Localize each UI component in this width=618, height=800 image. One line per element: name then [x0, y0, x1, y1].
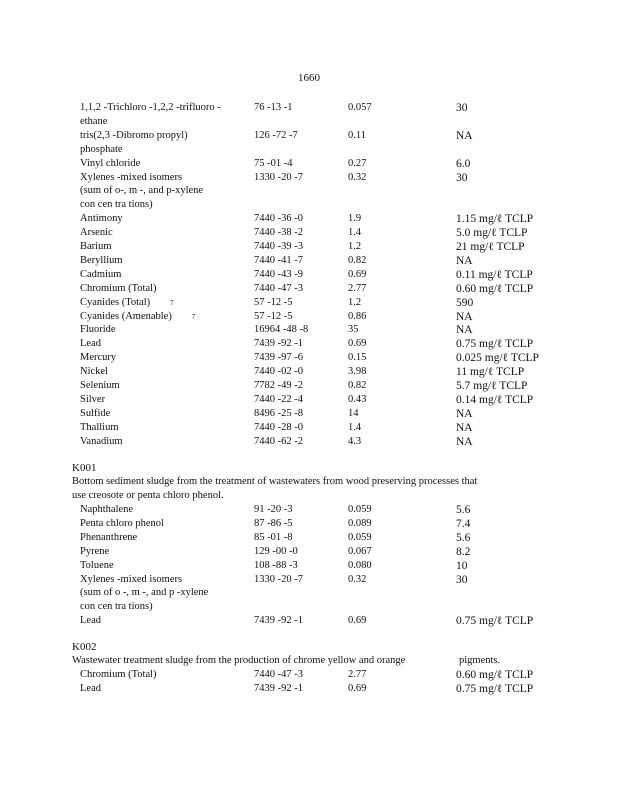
constituent-name: Lead — [80, 682, 101, 694]
cas-number: 7439 -97 -6 — [254, 352, 303, 364]
constituent-name: con cen tra tions) — [80, 601, 153, 613]
nonwastewater-value: NA — [456, 421, 473, 434]
cas-number: 7439 -92 -1 — [254, 338, 303, 350]
section-code-k001-line — [0, 461, 618, 475]
constituent-name: Penta chloro phenol — [80, 517, 164, 529]
constituent-name: Chromium (Total) — [80, 282, 157, 294]
cas-number: 7440 -47 -3 — [254, 669, 303, 680]
table-row — [0, 531, 618, 545]
cas-number: 129 -00 -0 — [254, 545, 298, 557]
table-row — [0, 129, 618, 143]
table-row — [0, 143, 618, 157]
constituent-name: phosphate — [80, 143, 123, 155]
table-row — [0, 226, 618, 240]
table-row — [0, 212, 618, 226]
nonwastewater-value: NA — [456, 310, 473, 323]
wastewater-value: 0.69 — [348, 615, 367, 627]
cas-number: 7440 -02 -0 — [254, 366, 303, 378]
nonwastewater-value: NA — [456, 435, 473, 448]
wastewater-value: 4.3 — [348, 435, 362, 447]
nonwastewater-value: 0.11 mg/ℓ TCLP — [456, 268, 533, 281]
constituent-name: Xylenes -mixed isomers — [80, 171, 183, 183]
table-row — [0, 268, 618, 282]
wastewater-value: 35 — [348, 324, 359, 336]
table-row — [0, 282, 618, 296]
table-row — [0, 157, 618, 171]
nonwastewater-value: 0.60 mg/ℓ TCLP — [456, 282, 534, 295]
constituent-name: Naphthalene — [80, 504, 134, 515]
constituent-name: Fluoride — [80, 324, 116, 336]
table-row — [0, 573, 618, 587]
cas-number: 108 -88 -3 — [254, 559, 298, 571]
table-row — [0, 545, 618, 559]
section-desc-k001-2-line — [0, 489, 618, 503]
table-row — [0, 393, 618, 407]
cas-number: 57 -12 -5 — [254, 310, 293, 322]
nonwastewater-value: 30 — [456, 171, 468, 184]
constituent-name: ethane — [80, 115, 108, 127]
cas-number: 7440 -43 -9 — [254, 268, 303, 280]
nonwastewater-value: NA — [456, 324, 473, 337]
cas-number: 16964 -48 -8 — [254, 324, 309, 336]
nonwastewater-value: 1.15 mg/ℓ TCLP — [456, 213, 534, 226]
constituent-name: (sum of o-, m -, and p-xylene — [80, 185, 204, 197]
constituent-name: Selenium — [80, 380, 120, 391]
constituent-name: (sum of o -, m -, and p -xylene — [80, 587, 209, 599]
wastewater-value: 0.27 — [348, 157, 367, 169]
table-row — [0, 198, 618, 212]
nonwastewater-value: NA — [456, 129, 473, 142]
constituent-name: 1,1,2 -Trichloro -1,2,2 -trifluoro - — [80, 102, 221, 113]
section-code-k002-line — [0, 640, 618, 654]
wastewater-value: 0.059 — [348, 504, 372, 515]
constituent-name: Nickel — [80, 366, 108, 378]
constituent-name: Antimony — [80, 213, 123, 225]
nonwastewater-value: NA — [456, 254, 473, 267]
section-code-k002: K002 — [72, 641, 97, 653]
table-row — [0, 240, 618, 254]
wastewater-value: 0.067 — [348, 545, 372, 557]
section-desc-k001-2: use creosote or penta chloro phenol. — [72, 490, 224, 501]
table-row — [0, 379, 618, 393]
nonwastewater-value: 0.75 mg/ℓ TCLP — [456, 615, 534, 628]
wastewater-value: 2.77 — [348, 282, 367, 294]
constituent-name: Thallium — [80, 421, 119, 433]
nonwastewater-value: 8.2 — [456, 545, 471, 558]
nonwastewater-value: 0.75 mg/ℓ TCLP — [456, 682, 534, 695]
nonwastewater-value: 5.6 — [456, 531, 471, 544]
wastewater-value: 0.69 — [348, 338, 367, 350]
wastewater-value: 0.080 — [348, 559, 372, 571]
constituent-name: Chromium (Total) — [80, 669, 157, 680]
table-row — [0, 115, 618, 129]
wastewater-value: 14 — [348, 407, 359, 419]
cas-number: 7440 -47 -3 — [254, 282, 303, 294]
wastewater-value: 0.43 — [348, 393, 367, 405]
constituent-name: Arsenic — [80, 227, 113, 239]
page-number: 1660 — [298, 72, 320, 84]
wastewater-value: 0.057 — [348, 102, 372, 113]
cas-number: 7440 -28 -0 — [254, 421, 303, 433]
wastewater-value: 0.059 — [348, 531, 372, 543]
nonwastewater-value: 590 — [456, 296, 474, 309]
wastewater-value: 1.4 — [348, 227, 362, 239]
nonwastewater-value: 7.4 — [456, 517, 471, 530]
cas-number: 7440 -62 -2 — [254, 435, 303, 447]
constituent-name: Phenanthrene — [80, 531, 138, 543]
constituent-name: Cyanides (Total) $^7$ — [80, 296, 174, 308]
nonwastewater-value: 0.75 mg/ℓ TCLP — [456, 338, 534, 351]
table-row — [0, 101, 618, 115]
constituent-name: Pyrene — [80, 545, 110, 557]
cas-number: 1330 -20 -7 — [254, 573, 303, 585]
nonwastewater-value: 21 mg/ℓ TCLP — [456, 241, 525, 253]
cas-number: 7440 -36 -0 — [254, 213, 303, 225]
cas-number: 76 -13 -1 — [254, 102, 293, 113]
table-row — [0, 559, 618, 573]
wastewater-value: 0.15 — [348, 352, 367, 364]
table-row — [0, 586, 618, 600]
table-row — [0, 682, 618, 696]
table-row — [0, 351, 618, 365]
constituent-name: Lead — [80, 615, 101, 627]
cas-number: 87 -86 -5 — [254, 517, 293, 529]
cas-number: 7439 -92 -1 — [254, 615, 303, 627]
table-row — [0, 407, 618, 421]
table-row — [0, 171, 618, 185]
table-row — [0, 517, 618, 531]
nonwastewater-value: 10 — [456, 559, 468, 572]
constituent-name: Xylenes -mixed isomers — [80, 573, 183, 585]
wastewater-value: 0.32 — [348, 171, 367, 183]
nonwastewater-value: 0.025 mg/ℓ TCLP — [456, 352, 539, 365]
constituent-name: Beryllium — [80, 254, 123, 266]
constituent-name: Lead — [80, 338, 101, 350]
nonwastewater-value: 5.7 mg/ℓ TCLP — [456, 380, 528, 392]
table-row — [0, 337, 618, 351]
constituent-name: con cen tra tions) — [80, 199, 153, 211]
constituent-name: Cyanides (Amenable) $^7$ — [80, 310, 196, 322]
wastewater-value: 2.77 — [348, 669, 367, 680]
nonwastewater-value: 5.0 mg/ℓ TCLP — [456, 227, 528, 240]
table-row — [0, 435, 618, 449]
nonwastewater-value: 11 mg/ℓ TCLP — [456, 366, 525, 379]
wastewater-value: 0.11 — [348, 129, 366, 141]
section-desc-k002: Wastewater treatment sludge from the production of chrome yellow and orange — [72, 655, 406, 666]
constituent-name: Toluene — [80, 559, 114, 571]
section-desc-k002-tail: pigments. — [459, 655, 501, 666]
cas-number: 8496 -25 -8 — [254, 407, 303, 419]
constituent-name: Sulfide — [80, 407, 111, 419]
footnote-marker: 7 — [191, 312, 196, 321]
cas-number: 1330 -20 -7 — [254, 171, 303, 183]
constituent-name: tris(2,3 -Dibromo propyl) — [80, 129, 188, 141]
constituent-name: Vanadium — [80, 435, 123, 447]
table-row — [0, 614, 618, 628]
cas-number: 126 -72 -7 — [254, 129, 298, 141]
table-row — [0, 600, 618, 614]
wastewater-value: 1.4 — [348, 421, 362, 433]
wastewater-value: 0.089 — [348, 517, 372, 529]
nonwastewater-value: 0.60 mg/ℓ TCLP — [456, 669, 534, 681]
constituent-name: Barium — [80, 241, 112, 252]
nonwastewater-value: 30 — [456, 573, 468, 586]
cas-number: 7440 -22 -4 — [254, 393, 303, 405]
cas-number: 91 -20 -3 — [254, 504, 293, 515]
wastewater-value: 0.69 — [348, 682, 367, 694]
table-row — [0, 365, 618, 379]
cas-number: 7782 -49 -2 — [254, 380, 303, 391]
nonwastewater-value: 6.0 — [456, 157, 471, 170]
section-desc-k002-line — [0, 654, 618, 668]
wastewater-value: 1.9 — [348, 213, 362, 225]
table-row — [0, 184, 618, 198]
wastewater-value: 1.2 — [348, 241, 362, 252]
cas-number: 7440 -39 -3 — [254, 241, 303, 252]
table-row — [0, 323, 618, 337]
section-desc-k001: Bottom sediment sludge from the treatment of wastewaters from wood preserving processes that — [72, 476, 478, 487]
table-row — [0, 296, 618, 310]
constituent-name: Cadmium — [80, 268, 122, 280]
nonwastewater-value: NA — [456, 407, 473, 420]
wastewater-value: 3.98 — [348, 366, 367, 378]
constituent-name: Mercury — [80, 352, 117, 364]
nonwastewater-value: 5.6 — [456, 504, 471, 516]
footnote-marker: 7 — [170, 298, 174, 307]
cas-number: 85 -01 -8 — [254, 531, 293, 543]
constituent-name: Vinyl chloride — [80, 157, 141, 169]
table-row — [0, 503, 618, 517]
nonwastewater-value: 30 — [456, 102, 468, 114]
wastewater-value: 0.82 — [348, 380, 367, 391]
wastewater-value: 0.32 — [348, 573, 367, 585]
table-row — [0, 421, 618, 435]
cas-number: 7440 -38 -2 — [254, 227, 303, 239]
section-desc-k001-line — [0, 475, 618, 489]
wastewater-value: 0.86 — [348, 310, 367, 322]
cas-number: 57 -12 -5 — [254, 296, 293, 308]
table-row — [0, 668, 618, 682]
wastewater-value: 1.2 — [348, 296, 362, 308]
constituent-name: Silver — [80, 393, 106, 405]
cas-number: 7439 -92 -1 — [254, 682, 303, 694]
wastewater-value: 0.69 — [348, 268, 367, 280]
cas-number: 7440 -41 -7 — [254, 254, 303, 266]
table-row — [0, 310, 618, 324]
wastewater-value: 0.82 — [348, 254, 367, 266]
section-code-k001: K001 — [72, 462, 97, 474]
table-row — [0, 254, 618, 268]
nonwastewater-value: 0.14 mg/ℓ TCLP — [456, 393, 534, 406]
cas-number: 75 -01 -4 — [254, 157, 293, 169]
